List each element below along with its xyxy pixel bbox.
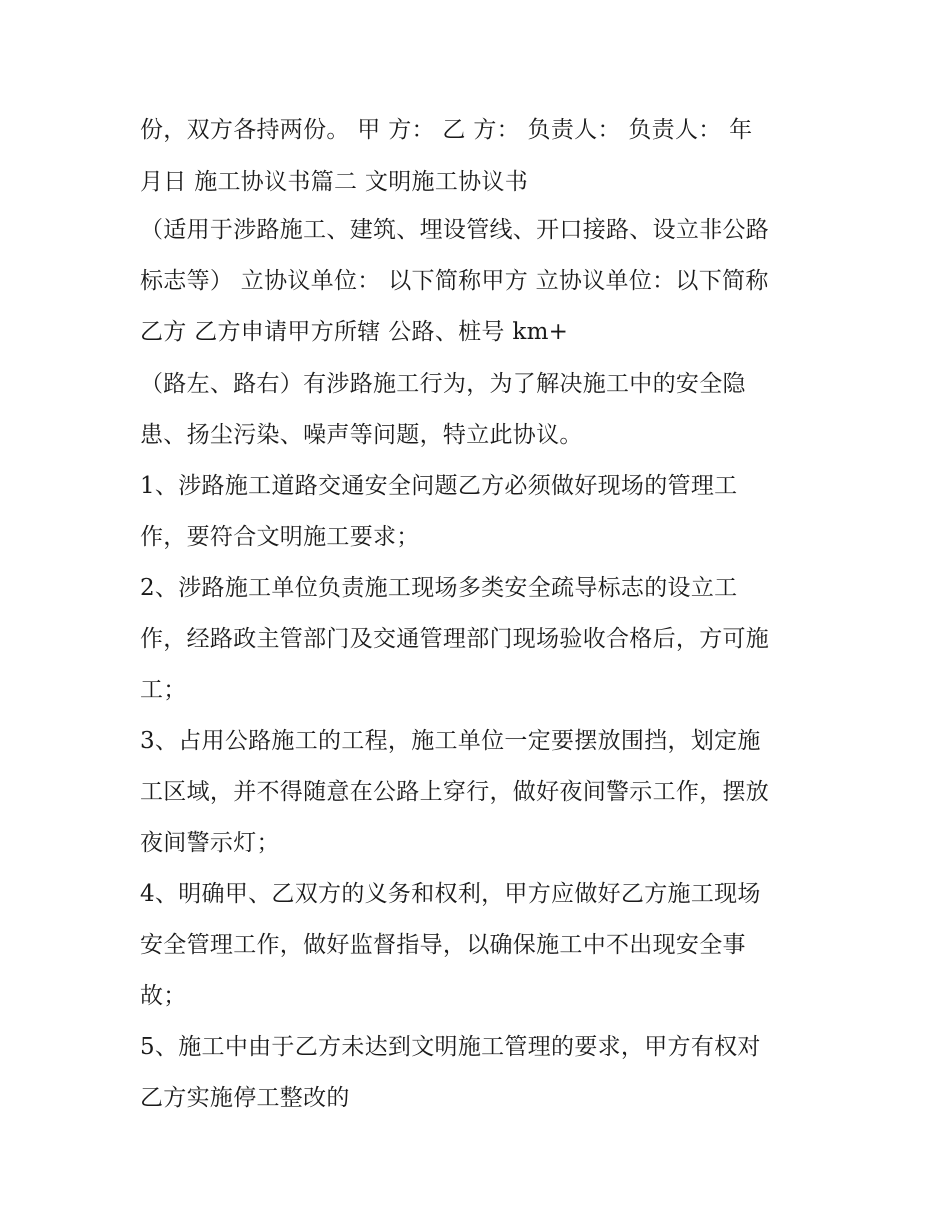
text-line: 月日 施工协议书篇二 文明施工协议书 xyxy=(140,169,529,195)
text-line: 乙方 乙方申请甲方所辖 公路、桩号 km+ xyxy=(140,319,569,345)
text-line: 故； xyxy=(140,983,187,1009)
text-line: 份，双方各持两份。 甲 方： 乙 方： 负责人： 负责人： 年 xyxy=(140,117,753,143)
text-line: 3、占用公路施工的工程，施工单位一定要摆放围挡，划定施 xyxy=(140,728,761,754)
text-line: 作，要符合文明施工要求； xyxy=(140,524,420,550)
text-line: 工区域，并不得随意在公路上穿行，做好夜间警示工作，摆放 xyxy=(140,779,770,805)
text-line: 作，经路政主管部门及交通管理部门现场验收合格后，方可施 xyxy=(140,626,770,652)
text-line: 2、涉路施工单位负责施工现场多类安全疏导标志的设立工 xyxy=(140,575,738,601)
text-line: 5、施工中由于乙方未达到文明施工管理的要求，甲方有权对 xyxy=(140,1034,761,1060)
text-line: （适用于涉路施工、建筑、埋设管线、开口接路、设立非公路 xyxy=(140,217,770,243)
text-line: 安全管理工作，做好监督指导，以确保施工中不出现安全事 xyxy=(140,932,746,958)
text-line: 标志等） 立协议单位： 以下简称甲方 立协议单位：以下简称 xyxy=(140,268,769,294)
text-line: 乙方实施停工整改的 xyxy=(140,1085,350,1111)
text-line: 工； xyxy=(140,677,187,703)
text-line: 夜间警示灯； xyxy=(140,830,280,856)
text-line: （路左、路右）有涉路施工行为，为了解决施工中的安全隐 xyxy=(140,371,746,397)
text-line: 患、扬尘污染、噪声等问题，特立此协议。 xyxy=(140,422,583,448)
text-line: 4、明确甲、乙双方的义务和权利，甲方应做好乙方施工现场 xyxy=(140,881,761,907)
text-line: 1、涉路施工道路交通安全问题乙方必须做好现场的管理工 xyxy=(140,473,738,499)
